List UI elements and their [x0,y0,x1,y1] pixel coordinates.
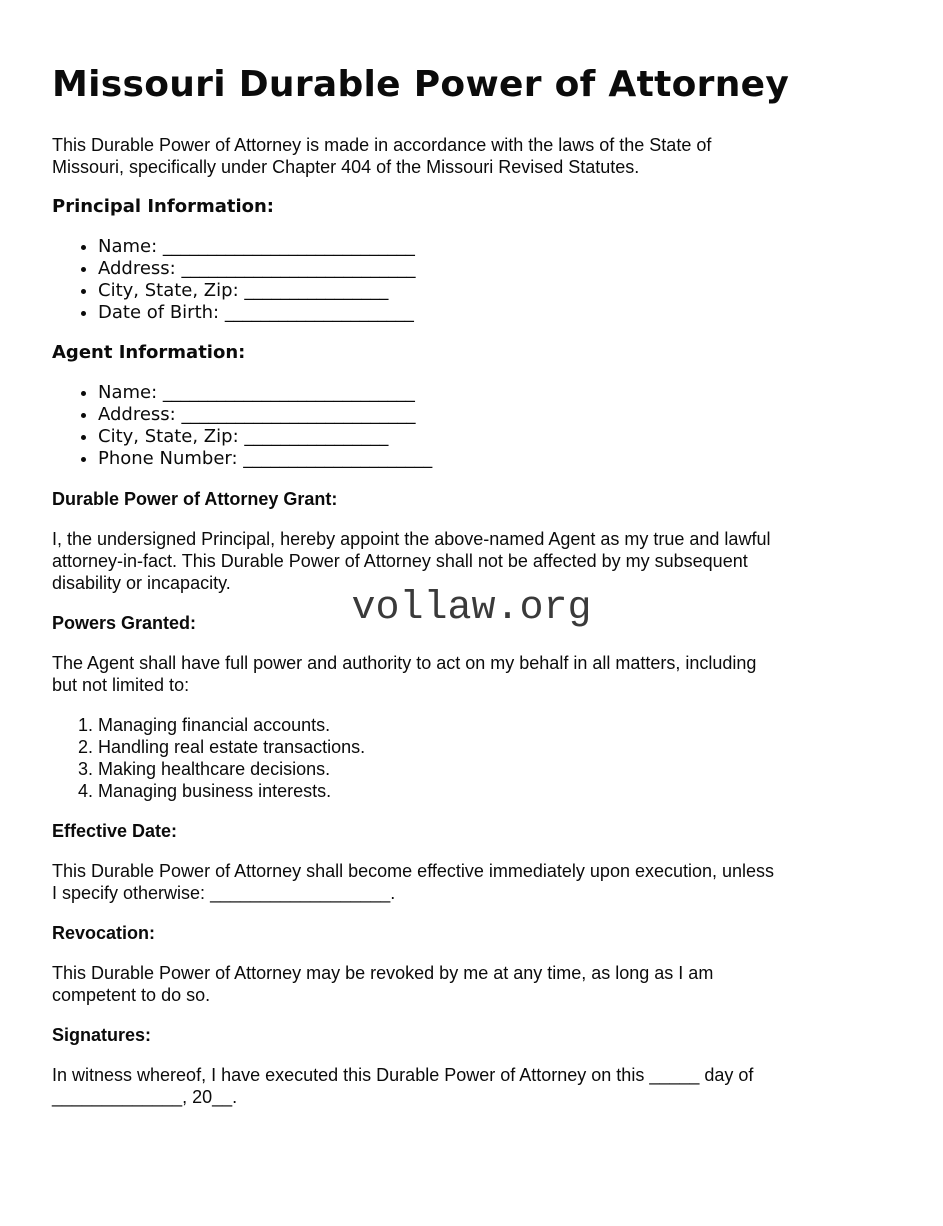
signatures-line: In witness whereof, I have executed this Durable Power of Attorney on this _____ day of [52,1065,754,1085]
principal-name-field: • Name: ____________________________ [98,236,891,258]
agent-information-heading: Agent Information: [52,342,246,363]
agent-information-list [52,382,891,470]
signatures-heading: Signatures: [52,1025,152,1045]
power-item-business: 4. Managing business interests. [98,780,891,802]
grant-heading: Durable Power of Attorney Grant: [52,489,338,509]
grant-line: I, the undersigned Principal, hereby appoint the above-named Agent as my true and lawful [52,529,771,549]
agent-city-state-zip-field: • City, State, Zip: ________________ [98,426,891,448]
intro-paragraph [52,134,891,178]
revocation-line: competent to do so. [52,985,211,1005]
agent-address-field: • Address: __________________________ [98,404,891,426]
power-item-healthcare: 3. Making healthcare decisions. [98,758,891,780]
principal-information-list [52,236,891,324]
principal-information-heading: Principal Information: [52,196,275,217]
vollaw-watermark: vollaw.org [351,586,592,631]
powers-line: but not limited to: [52,675,190,695]
signatures-line: _____________, 20__. [52,1087,238,1107]
principal-address-field: • Address: __________________________ [98,258,891,280]
revocation-paragraph [52,962,891,1006]
effective-date-line: I specify otherwise: __________________. [52,883,396,903]
powers-line: The Agent shall have full power and authority to act on my behalf in all matters, including [52,653,757,673]
signatures-paragraph [52,1064,891,1108]
effective-date-heading: Effective Date: [52,821,178,841]
grant-line: attorney-in-fact. This Durable Power of Attorney shall not be affected by my subsequent [52,551,748,571]
intro-line: Missouri, specifically under Chapter 404 of the Missouri Revised Statutes. [52,157,640,177]
grant-line: disability or incapacity. [52,573,231,593]
revocation-line: This Durable Power of Attorney may be revoked by me at any time, as long as I am [52,963,714,983]
page-title: Missouri Durable Power of Attorney [52,64,790,105]
power-item-financial: 1. Managing financial accounts. [98,714,891,736]
effective-date-line: This Durable Power of Attorney shall become effective immediately upon execution, unless [52,861,775,881]
principal-date-of-birth-field: • Date of Birth: _____________________ [98,302,891,324]
effective-date-paragraph [52,860,891,904]
powers-paragraph [52,652,891,696]
intro-line: This Durable Power of Attorney is made in accordance with the laws of the State of [52,135,712,155]
agent-phone-number-field: • Phone Number: _____________________ [98,448,891,470]
powers-list [52,714,891,802]
revocation-heading: Revocation: [52,923,156,943]
power-item-real-estate: 2. Handling real estate transactions. [98,736,891,758]
principal-city-state-zip-field: • City, State, Zip: ________________ [98,280,891,302]
powers-granted-heading: Powers Granted: [52,613,197,633]
grant-paragraph [52,528,891,594]
agent-name-field: • Name: ____________________________ [98,382,891,404]
